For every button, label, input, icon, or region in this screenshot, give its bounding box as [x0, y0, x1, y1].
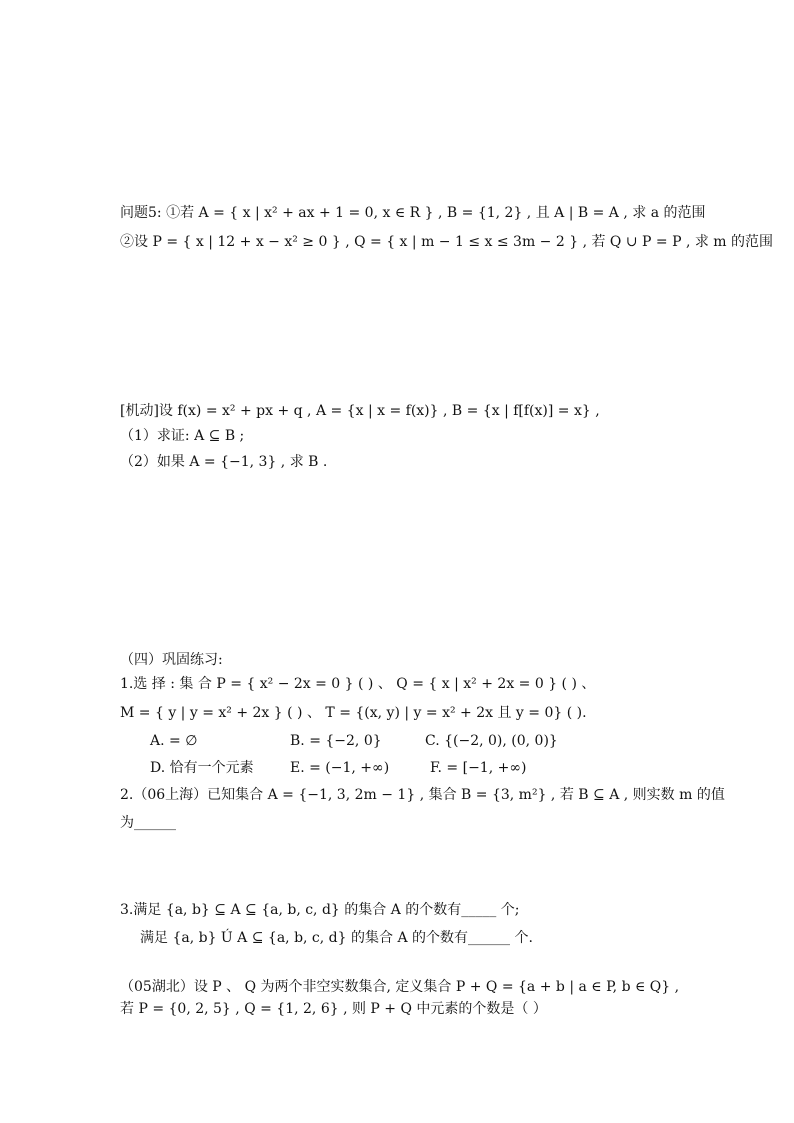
option-c: C. {(−2, 0), (0, 0)} [425, 733, 558, 749]
practice-q3-line-1: 3.满足 {a, b} ⊆ A ⊆ {a, b, c, d} 的集合 A 的个数有_____ 个; [120, 902, 520, 918]
practice-q1-line-1: 1.选 择 : 集 合 P = { x² − 2x = 0 } ( ) 、 Q = { x | x² + 2x = 0 } ( ) 、 [120, 676, 596, 692]
jidong-line-2: （1）求证: A ⊆ B ; [120, 428, 245, 444]
practice-heading: （四）巩固练习: [120, 652, 223, 668]
option-e: E. = (−1, +∞) [290, 760, 390, 776]
jidong-line-1: [机动]设 f(x) = x² + px + q , A = {x | x = f(x)} , B = {x | f[f(x)] = x} , [120, 403, 600, 419]
jidong-line-3: （2）如果 A = {−1, 3} , 求 B . [120, 454, 328, 470]
practice-q3-line-2: 满足 {a, b} Ú A ⊆ {a, b, c, d} 的集合 A 的个数有______ 个. [140, 930, 533, 946]
practice-q4-line-2: 若 P = {0, 2, 5} , Q = {1, 2, 6} , 则 P + Q 中元素的个数是（ ） [120, 1001, 547, 1017]
practice-q2-line-2: 为______ [120, 815, 176, 831]
practice-q1-line-2: M = { y | y = x² + 2x } ( ) 、 T = {(x, y) | y = x² + 2x 且 y = 0} ( ). [120, 705, 587, 721]
option-f: F. = [−1, +∞) [430, 760, 527, 776]
option-b: B. = {−2, 0} [290, 733, 382, 749]
practice-q4-line-1: （05湖北）设 P 、 Q 为两个非空实数集合, 定义集合 P + Q = {a + b | a ∈ P, b ∈ Q} , [120, 979, 680, 995]
practice-q2-line-1: 2.（06上海）已知集合 A = {−1, 3, 2m − 1} , 集合 B = {3, m²} , 若 B ⊆ A , 则实数 m 的值 [120, 787, 725, 803]
problem-5-line-2: ②设 P = { x | 12 + x − x² ≥ 0 } , Q = { x | m − 1 ≤ x ≤ 3m − 2 } , 若 Q ∪ P = P , 求 m 的范围 [120, 234, 774, 250]
problem-5-line-1: 问题5: ①若 A = { x | x² + ax + 1 = 0, x ∈ R } , B = {1, 2} , 且 A | B = A , 求 a 的范围 [120, 205, 706, 221]
option-d: D. 恰有一个元素 [150, 760, 254, 776]
option-a: A. = ∅ [150, 733, 198, 749]
